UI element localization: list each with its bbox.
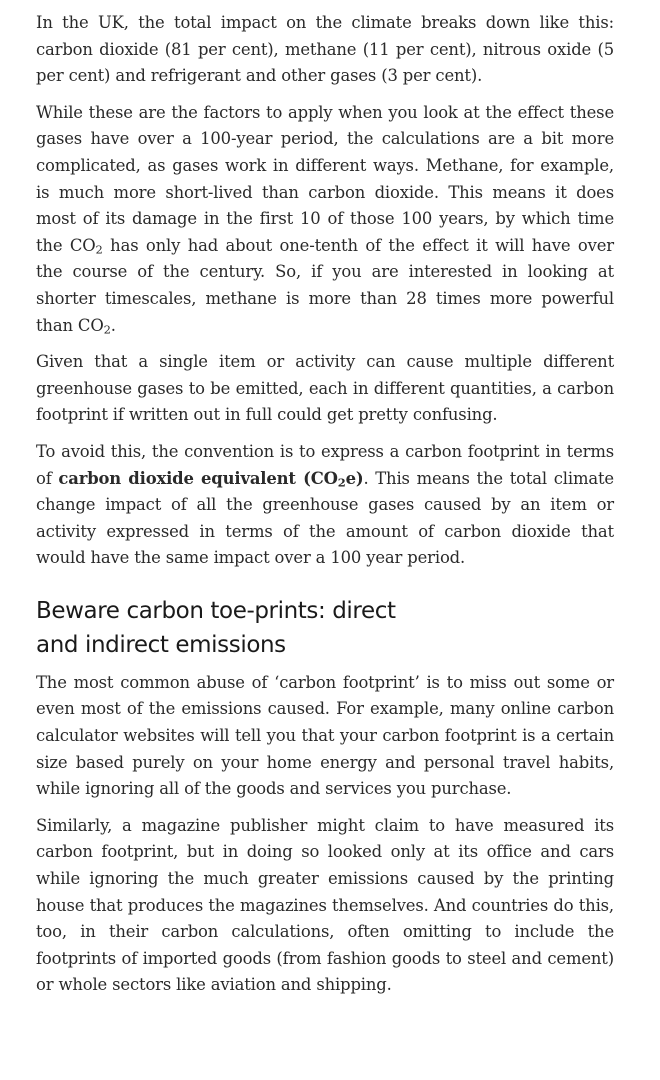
paragraph [36,670,614,803]
subscript-text: 2 [337,474,346,489]
document-page [36,10,614,999]
text-run: . [110,315,116,335]
bold-term: carbon dioxide equivalent (CO [58,468,338,488]
section-heading [36,594,614,662]
paragraph [36,813,614,999]
text-run: Given that a single item or activity can cause multiple different greenhouse gases to be emitted, each in different quantities, a carbon footprint if written out in full could get pretty confusing. [36,352,614,425]
text-run: The most common abuse of ‘carbon footprint’ is to miss out some or even most of the emissions caused. For example, many online carbon calculator websites will tell you that your carbon footprint is a certain size based purely on your home energy and personal travel habits, while ignoring all of the goods and services you purchase. [36,672,614,799]
text-run: While these are the factors to apply when you look at the effect these gases have over a 100-year period, the calculations are a bit more complicated, as gases work in different ways. Methane, for example, is much more short-lived than carbon dioxide. This means it does most of its damage in the first 10 of those 100 years, by which time the CO [36,102,614,255]
subscript-text: 2 [95,242,103,257]
section-heading-line-1: Beware carbon toe-prints: direct [36,597,396,624]
paragraph [36,10,614,90]
text-run: . This means the total climate change impact of all the greenhouse gases caused by an item or activity expressed in terms of the amount of carbon dioxide that would have the same impact over a 100 year period. [36,468,614,568]
paragraph [36,100,614,339]
paragraph [36,439,614,572]
paragraph [36,349,614,429]
bold-term: e) [345,468,364,488]
text-run: has only had about one-tenth of the effect it will have over the course of the century. So, if you are interested in looking at shorter timescales, methane is more than 28 times more powerful than CO [36,235,614,335]
section-toe-prints [36,670,614,999]
section-intro [36,10,614,572]
text-run: To avoid this, the convention is to express a carbon footprint in terms of [36,441,614,488]
text-run: In the UK, the total impact on the climate breaks down like this: carbon dioxide (81 per cent), methane (11 per cent), nitrous oxide (5 per cent) and refrigerant and other gases (3 per cent). [36,13,614,86]
text-run: Similarly, a magazine publisher might claim to have measured its carbon footprint, but in doing so looked only at its office and cars while ignoring the much greater emissions caused by the printing house that produces the magazines themselves. And countries do this, too, in their carbon calculations, often omitting to include the footprints of imported goods (from fashion goods to steel and cement) or whole sectors like aviation and shipping. [36,815,614,995]
section-heading-line-2: and indirect emissions [36,631,286,658]
subscript-text: 2 [103,321,111,336]
